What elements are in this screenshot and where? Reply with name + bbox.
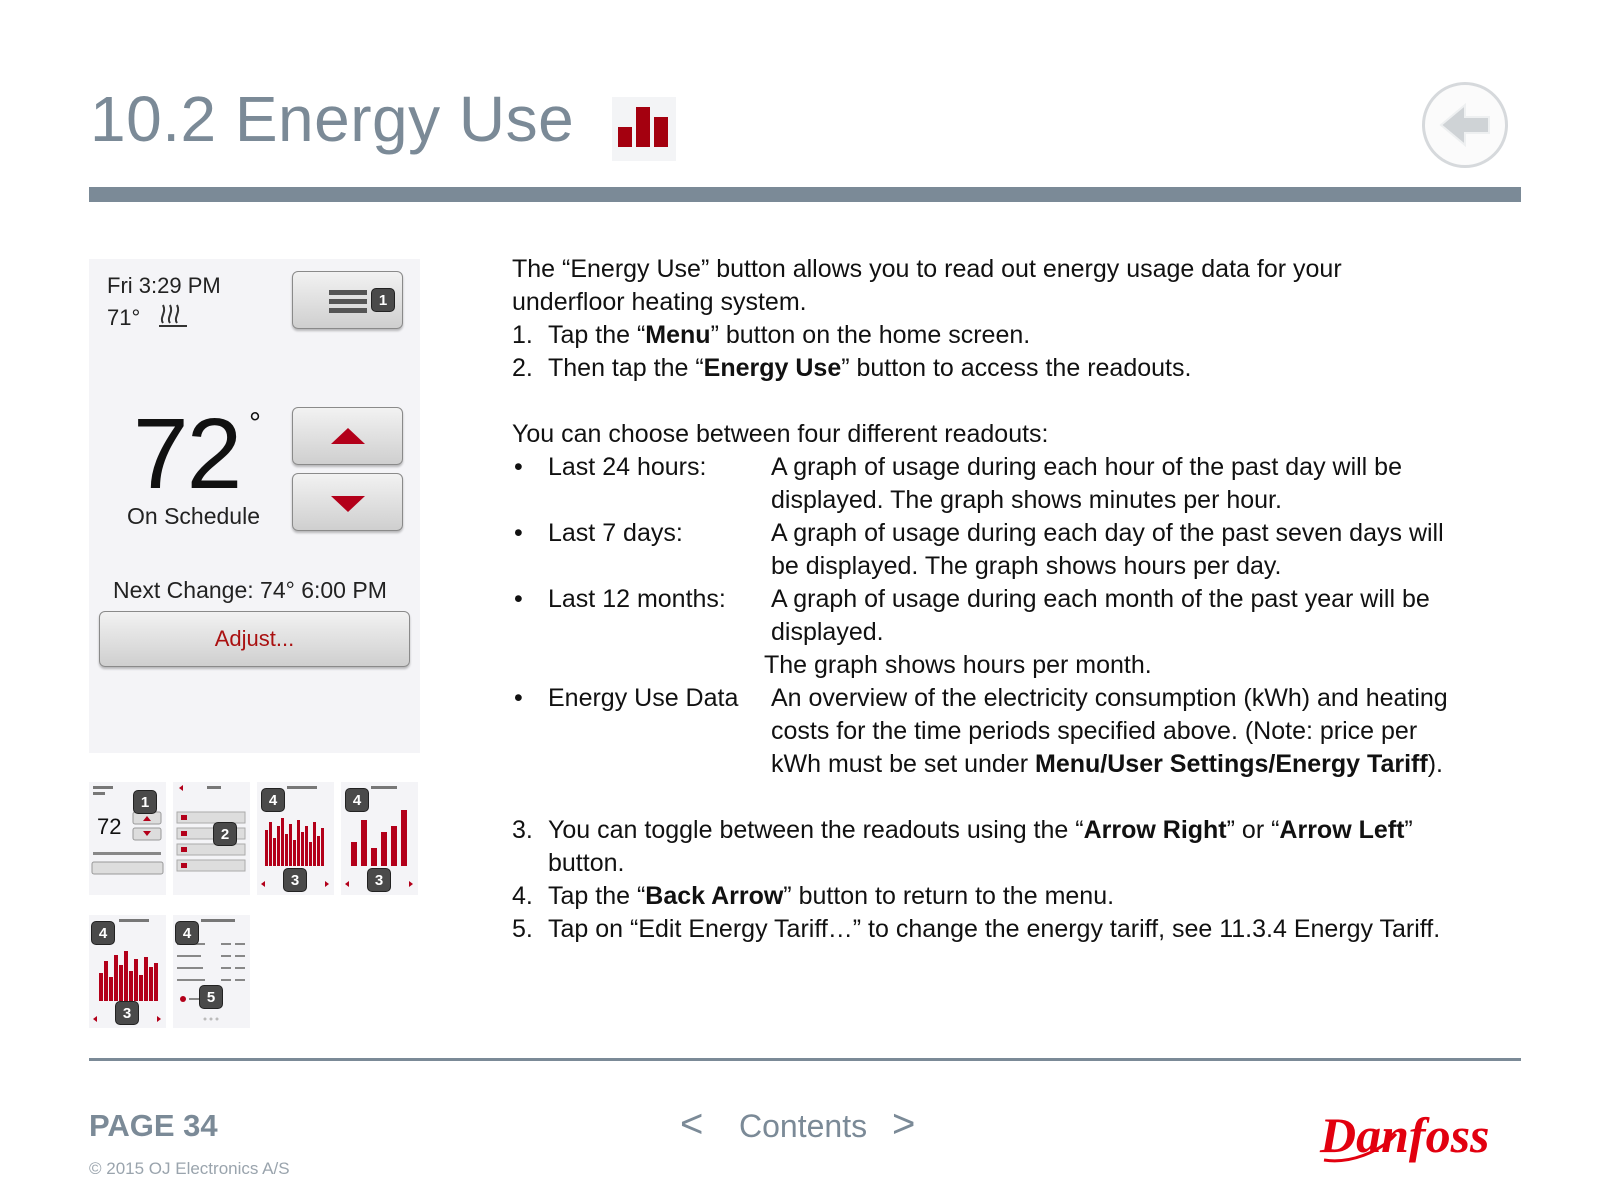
arrow-down-icon — [293, 474, 404, 532]
step-2: 2. Then tap the “Energy Use” button to access the readouts. — [512, 354, 1192, 382]
danfoss-logo — [1310, 1094, 1520, 1176]
thumbnail-energy-use-data — [173, 915, 250, 1028]
step-badge: 1 — [371, 288, 395, 312]
intro-line: The “Energy Use” button allows you to read out energy usage data for your — [512, 255, 1342, 283]
contents-link[interactable]: Contents — [739, 1108, 868, 1144]
back-button[interactable] — [1422, 82, 1508, 168]
step-badge: 3 — [367, 868, 391, 892]
step-4: 4. Tap the “Back Arrow” button to return to the menu. — [512, 882, 1115, 910]
svg-text:72: 72 — [97, 814, 122, 839]
thumbnail-home — [89, 782, 166, 895]
step-badge: 4 — [345, 788, 369, 812]
step-5: 5. Tap on “Edit Energy Tariff…” to change the energy tariff, see 11.3.4 Energy Tariff. — [512, 915, 1441, 943]
step-3-continued: button. — [548, 849, 625, 877]
readout-item: • Energy Use Data An overview of the electricity consumption (kWh) and heating — [514, 684, 1448, 712]
readout-item: • Last 24 hours: A graph of usage during each hour of the past day will be — [514, 453, 1402, 481]
step-3: 3. You can toggle between the readouts using the “Arrow Right” or “Arrow Left” — [512, 816, 1413, 844]
intro-line: underfloor heating system. — [512, 288, 807, 316]
footer-rule — [89, 1058, 1521, 1061]
thumbnail-last-12-months — [89, 915, 166, 1028]
thumbnail-menu — [173, 782, 250, 895]
step-badge: 5 — [199, 985, 223, 1009]
readout-item-continued: kWh must be set under Menu/User Settings/Energy Tariff). — [771, 750, 1443, 778]
screen-floor-temp: 71° — [107, 305, 141, 330]
back-arrow-icon — [1425, 85, 1505, 165]
step-badge: 4 — [175, 921, 199, 945]
readout-item-continued: be displayed. The graph shows hours per day. — [771, 552, 1282, 580]
step-badge: 3 — [115, 1001, 139, 1025]
svg-text:Danfoss: Danfoss — [1320, 1107, 1490, 1163]
previous-page-link[interactable]: < — [680, 1102, 704, 1146]
page-number: PAGE 34 — [89, 1108, 218, 1143]
step-badge: 4 — [91, 921, 115, 945]
arrow-up-icon — [293, 408, 404, 466]
next-change: Next Change: 74° 6:00 PM — [113, 577, 387, 603]
step-badge: 4 — [261, 788, 285, 812]
readout-item: • Last 7 days: A graph of usage during each day of the past seven days will — [514, 519, 1444, 547]
thumbnail-last-24-hours — [257, 782, 334, 895]
readout-item: • Last 12 months: A graph of usage during each month of the past year will be — [514, 585, 1430, 613]
set-temperature: 72 — [133, 398, 241, 510]
thumbnail-last-7-days — [341, 782, 418, 895]
step-1: 1. Tap the “Menu” button on the home screen. — [512, 321, 1031, 349]
screen-date-time: Fri 3:29 PM — [107, 273, 221, 298]
schedule-status: On Schedule — [127, 503, 260, 529]
menu-button[interactable] — [292, 271, 403, 329]
step-badge: 3 — [283, 868, 307, 892]
instructions — [512, 253, 1512, 946]
adjust-button[interactable]: Adjust... — [99, 611, 410, 667]
step-badge: 1 — [133, 790, 157, 814]
temperature-down-button[interactable] — [292, 473, 403, 531]
readout-item-continued: The graph shows hours per month. — [764, 651, 1152, 679]
copyright: © 2015 OJ Electronics A/S — [89, 1159, 290, 1178]
step-badge: 2 — [213, 822, 237, 846]
next-page-link[interactable]: > — [892, 1102, 916, 1146]
page-title: 10.2 Energy Use — [90, 83, 575, 155]
readout-item-continued: displayed. The graph shows minutes per hour. — [771, 486, 1282, 514]
readout-item-continued: costs for the time periods specified above. (Note: price per — [771, 717, 1418, 745]
floor-heating-icon — [157, 301, 191, 329]
thermostat-screen — [89, 259, 420, 753]
temperature-up-button[interactable] — [292, 407, 403, 465]
readout-item-continued: displayed. — [771, 618, 884, 646]
bar-chart-icon — [612, 97, 676, 161]
readouts-intro: You can choose between four different readouts: — [512, 420, 1049, 448]
header-rule — [89, 187, 1521, 202]
degree-symbol: ° — [249, 407, 261, 440]
